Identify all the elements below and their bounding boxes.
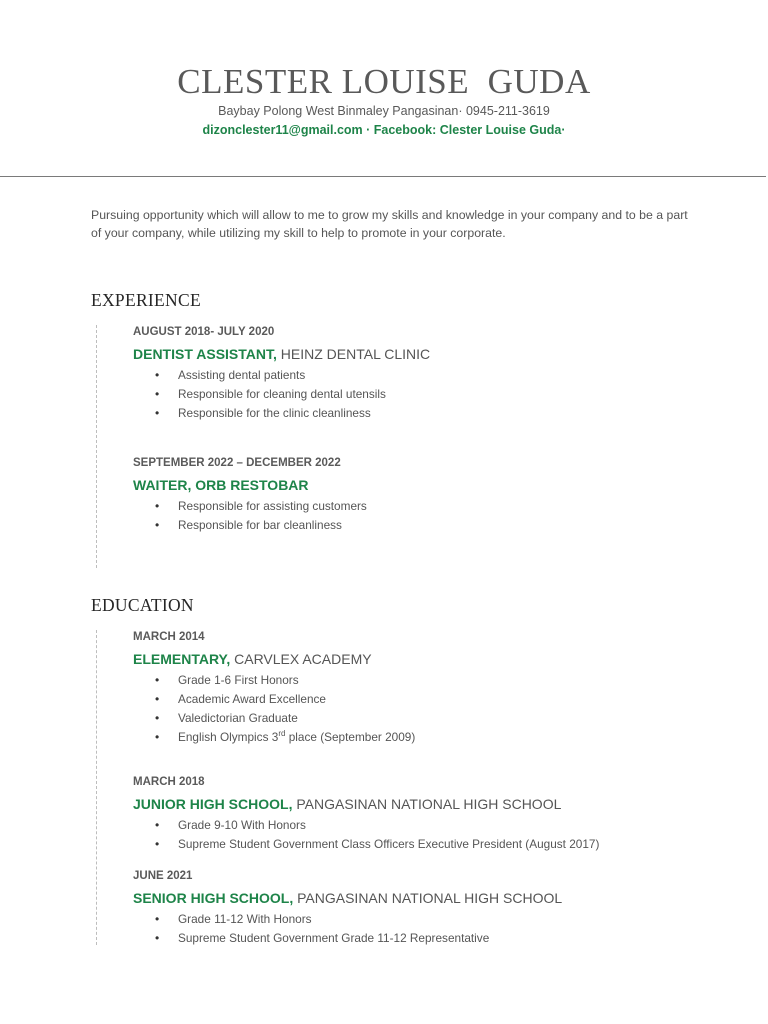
experience-timeline-line xyxy=(96,325,97,568)
entry-bullets xyxy=(133,497,367,535)
entry-bullets xyxy=(133,910,562,948)
list-item: • Assisting dental patients xyxy=(133,366,430,385)
candidate-name: CLESTER LOUISE GUDA xyxy=(177,62,591,101)
education-entry xyxy=(133,869,562,948)
entry-bullets xyxy=(133,366,430,423)
entry-role xyxy=(133,888,562,908)
list-item: • Responsible for bar cleanliness xyxy=(133,516,367,535)
entry-organization: PANGASINAN NATIONAL HIGH SCHOOL xyxy=(292,796,562,812)
olympics-detail: place (September 2009) xyxy=(285,730,416,744)
list-item xyxy=(133,728,415,747)
header-divider xyxy=(0,176,766,177)
entry-date: MARCH 2018 xyxy=(133,776,205,788)
entry-role xyxy=(133,344,430,364)
entry-organization: HEINZ DENTAL CLINIC xyxy=(276,346,431,362)
experience-entry xyxy=(133,325,430,423)
entry-role xyxy=(133,475,367,495)
entry-bullets xyxy=(133,816,599,854)
list-item: • Supreme Student Government Grade 11-12 Representative xyxy=(133,929,562,948)
entry-role xyxy=(133,649,415,669)
experience-entry xyxy=(133,456,367,535)
entry-organization: PANGASINAN NATIONAL HIGH SCHOOL xyxy=(293,890,563,906)
entry-bullets xyxy=(133,671,415,747)
education-entry xyxy=(133,775,599,854)
entry-title: DENTIST ASSISTANT, xyxy=(133,346,277,362)
list-item: • Academic Award Excellence xyxy=(133,690,415,709)
contact-address-phone: Baybay Polong West Binmaley Pangasinan· 0945-211-3619 xyxy=(218,104,550,118)
experience-heading: EXPERIENCE xyxy=(91,290,201,310)
list-item: • Responsible for assisting customers xyxy=(133,497,367,516)
entry-title: WAITER, ORB RESTOBAR xyxy=(133,477,309,493)
list-item: • Supreme Student Government Class Officers Executive President (August 2017) xyxy=(133,835,599,854)
entry-role xyxy=(133,794,599,814)
ordinal-suffix: rd xyxy=(278,729,286,739)
entry-title: SENIOR HIGH SCHOOL, xyxy=(133,890,294,906)
list-item: • Grade 9-10 With Honors xyxy=(133,816,599,835)
entry-date: JUNE 2021 xyxy=(133,870,193,882)
olympics-text: English Olympics 3 xyxy=(178,730,279,744)
list-item: • Valedictorian Graduate xyxy=(133,709,415,728)
education-timeline-line xyxy=(96,630,97,945)
entry-title: JUNIOR HIGH SCHOOL, xyxy=(133,796,293,812)
list-item: • Responsible for the clinic cleanliness xyxy=(133,404,430,423)
list-item: • Responsible for cleaning dental utensils xyxy=(133,385,430,404)
objective-statement: Pursuing opportunity which will allow to me to grow my skills and knowledge in your company and to be a part of your company, while utilizing my skill to help to promote in your corporate. xyxy=(91,208,688,240)
list-item: • Grade 1-6 First Honors xyxy=(133,671,415,690)
entry-organization: CARVLEX ACADEMY xyxy=(230,651,372,667)
entry-date: MARCH 2014 xyxy=(133,631,205,643)
education-heading: EDUCATION xyxy=(91,595,194,615)
contact-email-facebook: dizonclester11@gmail.com · Facebook: Clester Louise Guda· xyxy=(202,123,566,137)
entry-date: SEPTEMBER 2022 – DECEMBER 2022 xyxy=(133,457,341,469)
entry-title: ELEMENTARY, xyxy=(133,651,231,667)
list-item: • Grade 11-12 With Honors xyxy=(133,910,562,929)
entry-date: AUGUST 2018- JULY 2020 xyxy=(133,326,275,338)
education-entry xyxy=(133,630,415,747)
